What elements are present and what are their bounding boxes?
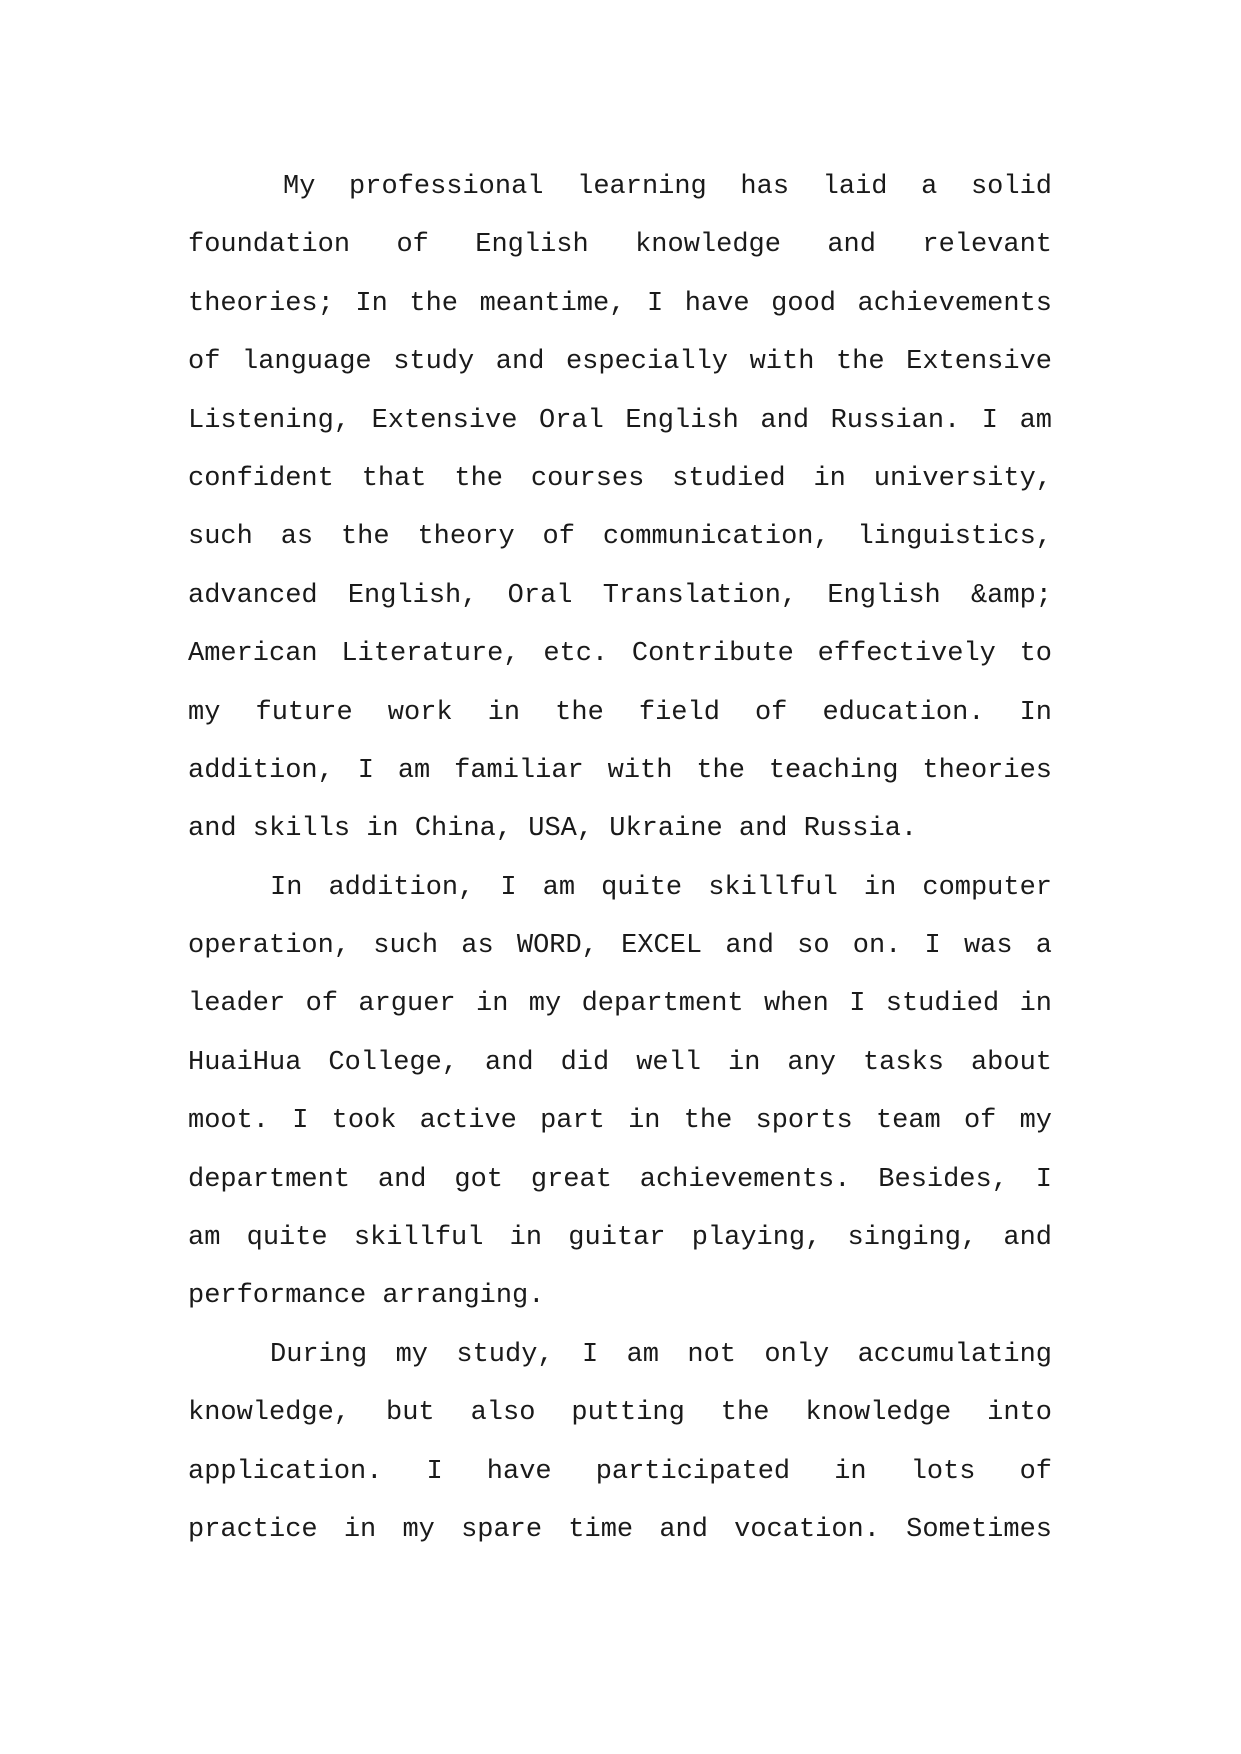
text-line: my future work in the field of education. In [188, 697, 1052, 728]
text-line: department and got great achievements. Besides, I [188, 1164, 1052, 1195]
text-line: such as the theory of communication, linguistics, [188, 522, 1052, 553]
text-line: theories; In the meantime, I have good achievements [188, 288, 1052, 319]
text-line: American Literature, etc. Contribute effectively to [188, 639, 1052, 670]
text-line: am quite skillful in guitar playing, singing, and [188, 1223, 1052, 1254]
text-line: foundation of English knowledge and relevant [188, 230, 1052, 261]
text-line: addition, I am familiar with the teaching theories [188, 755, 1052, 786]
text-line: operation, such as WORD, EXCEL and so on. I was a [188, 931, 1052, 962]
text-line: of language study and especially with the Extensive [188, 347, 1052, 378]
text-line: advanced English, Oral Translation, English &amp; [188, 580, 1052, 611]
text-line: practice in my spare time and vocation. Sometimes [188, 1514, 1052, 1545]
text-line: moot. I took active part in the sports team of my [188, 1106, 1052, 1137]
text-line: application. I have participated in lots of [188, 1456, 1052, 1487]
text-line: leader of arguer in my department when I studied in [188, 989, 1052, 1020]
paragraph-study-practice [188, 1326, 1052, 1560]
text-line: HuaiHua College, and did well in any tasks about [188, 1047, 1052, 1078]
text-line: In addition, I am quite skillful in computer [270, 872, 1052, 903]
body-text [188, 158, 1052, 1559]
text-line: During my study, I am not only accumulating [270, 1339, 1052, 1370]
text-line: knowledge, but also putting the knowledge into [188, 1398, 1052, 1429]
text-line: performance arranging. [188, 1281, 545, 1312]
text-line: and skills in China, USA, Ukraine and Russia. [188, 814, 918, 845]
paragraph-computer-skills [188, 859, 1052, 1326]
text-line: Listening, Extensive Oral English and Russian. I am [188, 405, 1052, 436]
text-line: confident that the courses studied in university, [188, 463, 1052, 494]
text-line: My professional learning has laid a solid [283, 172, 1052, 202]
paragraph-professional-learning [188, 158, 1052, 859]
